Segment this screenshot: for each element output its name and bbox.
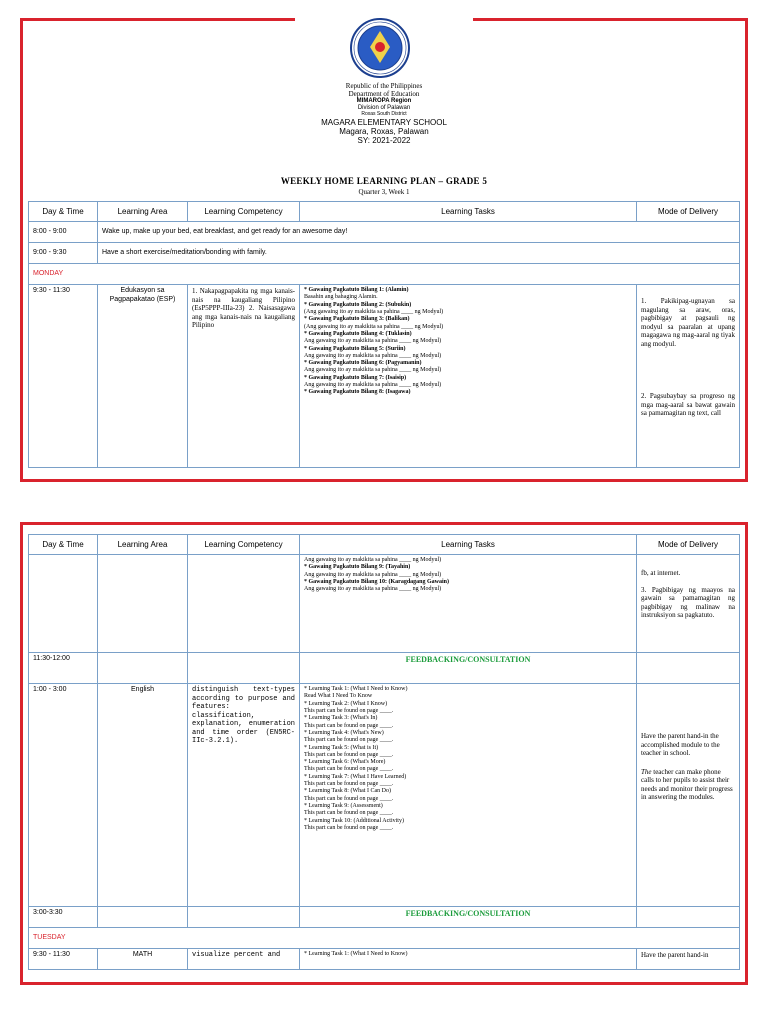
learning-tasks: * Learning Task 1: (What I Need to Know) xyxy=(300,949,637,970)
plan-title: WEEKLY HOME LEARNING PLAN – GRADE 5 xyxy=(280,176,488,186)
task-line: * Learning Task 2: (What I Know) xyxy=(304,700,388,707)
learning-area xyxy=(98,653,188,684)
mode-of-delivery xyxy=(637,684,740,907)
row-time: 9:00 - 9:30 xyxy=(29,243,98,264)
learning-competency xyxy=(188,907,300,928)
learning-area xyxy=(98,907,188,928)
table-header-row xyxy=(29,202,740,222)
row-activity: Have a short exercise/meditation/bonding with family. xyxy=(98,243,740,264)
task-line: * Learning Task 1: (What I Need to Know) xyxy=(304,686,408,692)
learning-competency: distinguish text-types according to purpose and features: classification, explanation, enumeration and time order (EN5RC-IIc-3.2.1). xyxy=(188,684,300,907)
col-learning-area: Learning Area xyxy=(98,535,188,555)
task-line: This part can be found on page ____. xyxy=(304,751,394,758)
task-line: * Gawaing Pagkatuto Bilang 9: (Tayahin) xyxy=(304,564,411,571)
mode-of-delivery: Have the parent hand-in xyxy=(637,949,740,970)
deped-seal-icon xyxy=(334,17,426,79)
plan-title-block xyxy=(0,176,768,196)
header-line-3: MIMAROPA Region xyxy=(356,98,412,105)
task-line: Ang gawaing ito ay makikita sa pahina ____ ng Modyul) xyxy=(304,571,442,578)
col-learning-area: Learning Area xyxy=(98,202,188,222)
task-line: * Gawaing Pagkatuto Bilang 10: (Karagdagang Gawain) xyxy=(304,578,450,585)
plan-subtitle: Quarter 3, Week 1 xyxy=(358,188,410,197)
learning-competency: 1. Nakapagpapakita ng mga kanais-nais na kaugaliang Pilipino (EsP5PPP-IIIa-23) 2. Naisasagawa ang mga kanais-nais na kaugaliang Pilipino xyxy=(188,285,300,468)
learning-tasks xyxy=(300,555,637,653)
task-line: * Gawaing Pagkatuto Bilang 7: (Isaisip) xyxy=(304,374,407,381)
task-line: Ang gawaing ito ay makikita sa pahina ____ ng Modyul) xyxy=(304,586,442,593)
table-row xyxy=(29,222,740,243)
task-line: * Gawaing Pagkatuto Bilang 1: (Alamin) xyxy=(304,287,409,293)
header-line-2: Department of Education xyxy=(348,90,420,99)
task-line: * Gawaing Pagkatuto Bilang 3: (Balikan) xyxy=(304,316,410,323)
feedback-label: FEEDBACKING/CONSULTATION xyxy=(300,907,637,928)
task-line: This part can be found on page ____. xyxy=(304,707,394,714)
task-line: (Ang gawaing ito ay makikita sa pahina ____ ng Modyul) xyxy=(304,308,444,315)
table-row-esp xyxy=(29,285,740,468)
learning-competency xyxy=(188,653,300,684)
delivery-item xyxy=(641,768,735,802)
task-line: This part can be found on page ____. xyxy=(304,737,394,744)
header-block xyxy=(0,82,768,145)
table-row-english xyxy=(29,684,740,907)
school-address: Magara, Roxas, Palawan xyxy=(339,126,429,136)
learning-area xyxy=(98,555,188,653)
row-activity: Wake up, make up your bed, eat breakfast, and get ready for an awesome day! xyxy=(98,222,740,243)
day-label: TUESDAY xyxy=(29,928,740,949)
day-label: MONDAY xyxy=(29,264,740,285)
table-header-row xyxy=(29,535,740,555)
table-row xyxy=(29,243,740,264)
task-line: * Learning Task 7: (What I Have Learned) xyxy=(304,773,407,780)
delivery-item: 2. Pagsubaybay sa progreso ng mga mag-aaral sa bawat gawain sa pamamagitan ng text, call xyxy=(641,392,735,418)
task-line: * Gawaing Pagkatuto Bilang 2: (Subukin) xyxy=(304,301,412,308)
learning-competency: visualize percent and xyxy=(188,949,300,970)
task-line: Ang gawaing ito ay makikita sa pahina ____ ng Modyul) xyxy=(304,338,442,345)
row-time: 1:00 - 3:00 xyxy=(29,684,98,907)
task-line: * Gawaing Pagkatuto Bilang 6: (Pagyamanin) xyxy=(304,360,422,367)
task-line: This part can be found on page ____. xyxy=(304,824,394,831)
task-line: * Learning Task 9: (Assessment) xyxy=(304,803,383,809)
row-time: 9:30 - 11:30 xyxy=(29,285,98,468)
learning-tasks xyxy=(300,285,637,468)
school-year: SY: 2021-2022 xyxy=(357,136,411,145)
task-line: Ang gawaing ito ay makikita sa pahina ____ ng Modyul) xyxy=(304,367,442,374)
task-line: Ang gawaing ito ay makikita sa pahina ____ ng Modyul) xyxy=(304,352,442,359)
delivery-item: 1. Pakikipag-ugnayan sa magulang sa araw, oras, pagbibigay at pagsauli ng modyul sa paaralan at upang magagawa ng mag-aaral ng tiyak ang modyul. xyxy=(641,297,735,348)
header-line-4: Division of Palawan xyxy=(357,104,411,111)
row-time: 3:00-3:30 xyxy=(29,907,98,928)
col-learning-tasks: Learning Tasks xyxy=(300,535,637,555)
learning-area: Edukasyon sa Pagpapakatao (ESP) xyxy=(98,285,188,468)
task-line: * Learning Task 8: (What I Can Do) xyxy=(304,788,391,795)
delivery-item: fb, at internet. xyxy=(641,569,681,577)
task-line: Ang gawaing ito ay makikita sa pahina ____ ng Modyul) xyxy=(304,557,442,563)
delivery-item: 3. Pagbibigay ng maayos na gawain sa pamamagitan ng pagbibigay ng malinaw na instruksiyon sa pagkatuto. xyxy=(641,585,735,620)
col-day-time: Day & Time xyxy=(29,535,98,555)
feedback-row xyxy=(29,653,740,684)
task-line: * Learning Task 6: (What's More) xyxy=(304,759,386,766)
col-learning-competency: Learning Competency xyxy=(188,202,300,222)
mode-of-delivery xyxy=(637,653,740,684)
col-learning-competency: Learning Competency xyxy=(188,535,300,555)
learning-competency xyxy=(188,555,300,653)
task-line: This part can be found on page ____. xyxy=(304,781,394,788)
header-line-1: Republic of the Philippines xyxy=(345,82,423,90)
task-line: This part can be found on page ____. xyxy=(304,722,394,729)
col-mode-of-delivery: Mode of Delivery xyxy=(637,202,740,222)
task-line: This part can be found on page ____. xyxy=(304,810,394,817)
learning-area: English xyxy=(98,684,188,907)
task-line: * Learning Task 3: (What's In) xyxy=(304,715,378,722)
learning-tasks xyxy=(300,684,637,907)
task-line: * Learning Task 10: (Additional Activity) xyxy=(304,817,404,824)
plan-table-page-2 xyxy=(28,534,740,970)
delivery-emphasis: The xyxy=(641,767,652,776)
task-line: This part can be found on page ____. xyxy=(304,795,394,802)
school-name: MAGARA ELEMENTARY SCHOOL xyxy=(321,117,447,127)
task-line: * Learning Task 5: (What is It) xyxy=(304,744,379,751)
task-line: Basahin ang bahaging Alamin. xyxy=(304,294,378,301)
task-line: * Gawaing Pagkatuto Bilang 4: (Tuklasin) xyxy=(304,330,412,337)
row-time: 8:00 - 9:00 xyxy=(29,222,98,243)
mode-of-delivery xyxy=(637,907,740,928)
header-line-5: Roxas South District xyxy=(361,110,407,117)
task-line: (Ang gawaing ito ay makikita sa pahina ____ ng Modyul) xyxy=(304,323,444,330)
task-line: * Gawaing Pagkatuto Bilang 5: (Suriin) xyxy=(304,345,406,352)
task-line: Ang gawaing ito ay makikita sa pahina ____ ng Modyul) xyxy=(304,382,442,389)
mode-of-delivery xyxy=(637,555,740,653)
row-time: 11:30-12:00 xyxy=(29,653,98,684)
day-row-monday xyxy=(29,264,740,285)
row-time xyxy=(29,555,98,653)
row-time: 9:30 - 11:30 xyxy=(29,949,98,970)
col-learning-tasks: Learning Tasks xyxy=(300,202,637,222)
delivery-item: Have the parent hand-in the accomplished module to the teacher in school. xyxy=(641,732,720,758)
col-mode-of-delivery: Mode of Delivery xyxy=(637,535,740,555)
col-day-time: Day & Time xyxy=(29,202,98,222)
table-row-math xyxy=(29,949,740,970)
task-line: This part can be found on page ____. xyxy=(304,766,394,773)
task-line: * Learning Task 4: (What's New) xyxy=(304,729,384,736)
plan-table-page-1 xyxy=(28,201,740,468)
learning-area: MATH xyxy=(98,949,188,970)
delivery-text: teacher can make phone calls to her pupils to assist their needs and monitor their progress in answering the modules. xyxy=(641,767,733,802)
day-row-tuesday xyxy=(29,928,740,949)
mode-of-delivery xyxy=(637,285,740,468)
feedback-row xyxy=(29,907,740,928)
task-line: Read What I Need To Know xyxy=(304,693,373,700)
task-line: * Gawaing Pagkatuto Bilang 8: (Isagawa) xyxy=(304,389,411,396)
table-row-continued xyxy=(29,555,740,653)
feedback-label: FEEDBACKING/CONSULTATION xyxy=(300,653,637,684)
